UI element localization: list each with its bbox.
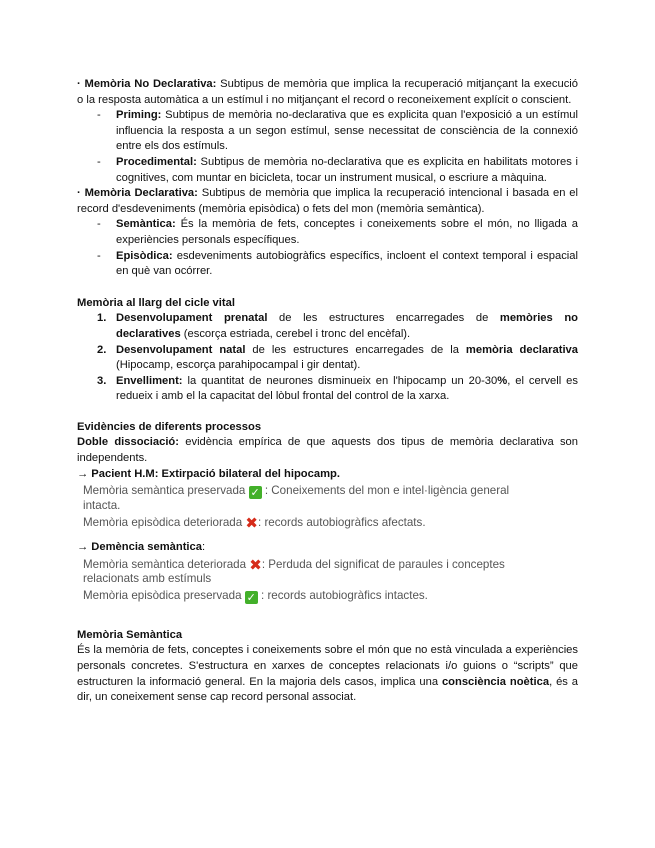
list-item <box>77 108 578 155</box>
note-row <box>83 589 513 604</box>
text: la quantitat de neurones disminueix en l'hipocamp un 20-30 <box>182 374 498 387</box>
paragraph-double-dissociation <box>77 435 578 466</box>
term-priming: Priming: <box>116 109 162 122</box>
text: , el cervell es redueix i amb el la capacitat del lòbul frontal del control de la xarxa. <box>116 374 578 403</box>
paragraph-non-declarative <box>77 77 578 108</box>
term-semantic: Semàntica: <box>116 218 176 231</box>
text: de les estructures encarregades de <box>267 312 500 325</box>
list-number: 3. <box>97 374 107 387</box>
note-text: : records autobiogràfics afectats. <box>258 515 426 529</box>
semantic-dementia-notes <box>77 555 513 604</box>
term-declarative: Memòria Declarativa: <box>84 187 198 200</box>
cross-icon: ✖ <box>249 555 262 574</box>
term-procedural: Procedimental: <box>116 155 197 168</box>
bullet: · <box>77 78 81 90</box>
note-text: : Coneixements del mon e intel·ligència general intacta. <box>83 484 510 513</box>
note-row <box>83 484 513 514</box>
note-row <box>83 513 513 532</box>
heading-evidence: Evidències de diferents processos <box>77 420 262 433</box>
paragraph-declarative <box>77 186 578 217</box>
bold-term: memòries no declaratives <box>116 312 578 340</box>
text: (Hipocamp, escorça parahipocampal i gir dentat). <box>116 359 361 372</box>
arrow-icon: → <box>77 467 89 480</box>
note-label: Memòria episòdica preservada <box>83 588 242 602</box>
list-item <box>77 343 578 374</box>
list-item <box>77 155 578 186</box>
term-episodic: Episòdica: <box>116 249 173 262</box>
paragraph-semantic-memory <box>77 643 578 705</box>
list-item <box>77 374 578 405</box>
definition-text: Subtipus de memòria que implica la recuperació mitjançant la execució o la resposta automàtica a un estímul i no mitjançant el record o reconeixement explícit o conscient. <box>77 78 579 106</box>
text: És la memòria de fets, conceptes i coneixements sobre el món que no està vinculada a experiències personals concretes. S'estructura en xarxes de conceptes relacionats i/o guions o “scripts” que estructuren la informació general. En la majoria dels casos, implica una <box>77 644 578 688</box>
text: , és a dir, un coneixement sense cap record personal associat. <box>77 675 578 704</box>
note-label: Memòria semàntica deteriorada <box>83 557 247 571</box>
definition-text: esdeveniments autobiogràfics específics, incloent el context temporal i espacial en què van ocórrer. <box>116 249 578 278</box>
cross-icon: ✖ <box>245 513 258 532</box>
dash: - <box>97 218 101 231</box>
term-non-declarative: Memòria No Declarativa: <box>84 78 217 90</box>
semantic-dementia-title <box>77 540 578 556</box>
term-double-dissociation: Doble dissociació: <box>77 436 179 449</box>
definition-text: Subtipus de memòria no-declarativa que es explicita en habilitats motores i cognitives, com muntar en bicicleta, tocar un instrument musical, o escriure a màquina. <box>116 155 578 184</box>
list-number: 2. <box>97 343 107 356</box>
note-row <box>83 555 513 587</box>
bullet: · <box>77 187 81 200</box>
declarative-subtypes <box>77 217 578 279</box>
heading-semantic-memory: Memòria Semàntica <box>77 628 183 641</box>
dash: - <box>97 109 101 122</box>
bold-term: Envelliment: <box>116 374 183 387</box>
lifecycle-list <box>77 311 578 405</box>
list-item <box>77 217 578 248</box>
text: (escorça estriada, cerebel i tronc del encèfal). <box>180 327 411 340</box>
definition-text: És la memòria de fets, conceptes i coneixements sobre el món, no lligada a experiències personals específiques. <box>116 218 578 246</box>
bold-term: memòria declarativa <box>465 343 578 356</box>
bold-term: % <box>497 374 508 387</box>
document-body <box>77 77 578 706</box>
check-icon: ✓ <box>246 590 256 604</box>
bold-term: Desenvolupament prenatal <box>116 312 268 325</box>
list-item <box>77 249 578 280</box>
term-noetic-consciousness: consciència noètica <box>441 675 550 688</box>
definition-text: evidència empírica de que aquests dos tipus de memòria declarativa son independents. <box>77 436 578 465</box>
non-declarative-subtypes <box>77 108 578 186</box>
arrow-icon: → <box>77 541 89 554</box>
bold-term: Desenvolupament natal <box>116 343 246 356</box>
note-label: Memòria semàntica preservada <box>83 484 246 498</box>
dash: - <box>97 155 101 168</box>
semantic-dementia-label: Demència semàntica <box>91 541 202 554</box>
list-item <box>77 311 578 342</box>
patient-hm-title <box>77 467 578 483</box>
note-text: : records autobiogràfics intactes. <box>261 588 428 602</box>
check-icon: ✓ <box>250 486 260 500</box>
note-label: Memòria episòdica deteriorada <box>83 515 243 529</box>
patient-hm-notes <box>77 484 513 530</box>
definition-text: Subtipus de memòria no-declarativa que es explicita quan l'exposició a un estímul influencia la resposta a un segon estímul, sense necessitat de consciència de la connexió entre els dos estímuls. <box>116 109 578 153</box>
text: de les estructures encarregades de la <box>245 343 466 356</box>
list-number: 1. <box>97 312 107 325</box>
dash: - <box>97 249 101 262</box>
definition-text: Subtipus de memòria que implica la recuperació intencional i basada en el record d'esdeveniments (memòria episòdica) o fets del mon (memòria semàntica). <box>77 187 578 215</box>
note-text: : Perduda del significat de paraules i conceptes relacionats amb estímuls <box>83 557 505 586</box>
colon: : <box>202 541 206 554</box>
patient-hm-label: Pacient H.M: Extirpació bilateral del hipocamp. <box>91 467 340 480</box>
heading-lifecycle: Memòria al llarg del cicle vital <box>77 296 235 309</box>
